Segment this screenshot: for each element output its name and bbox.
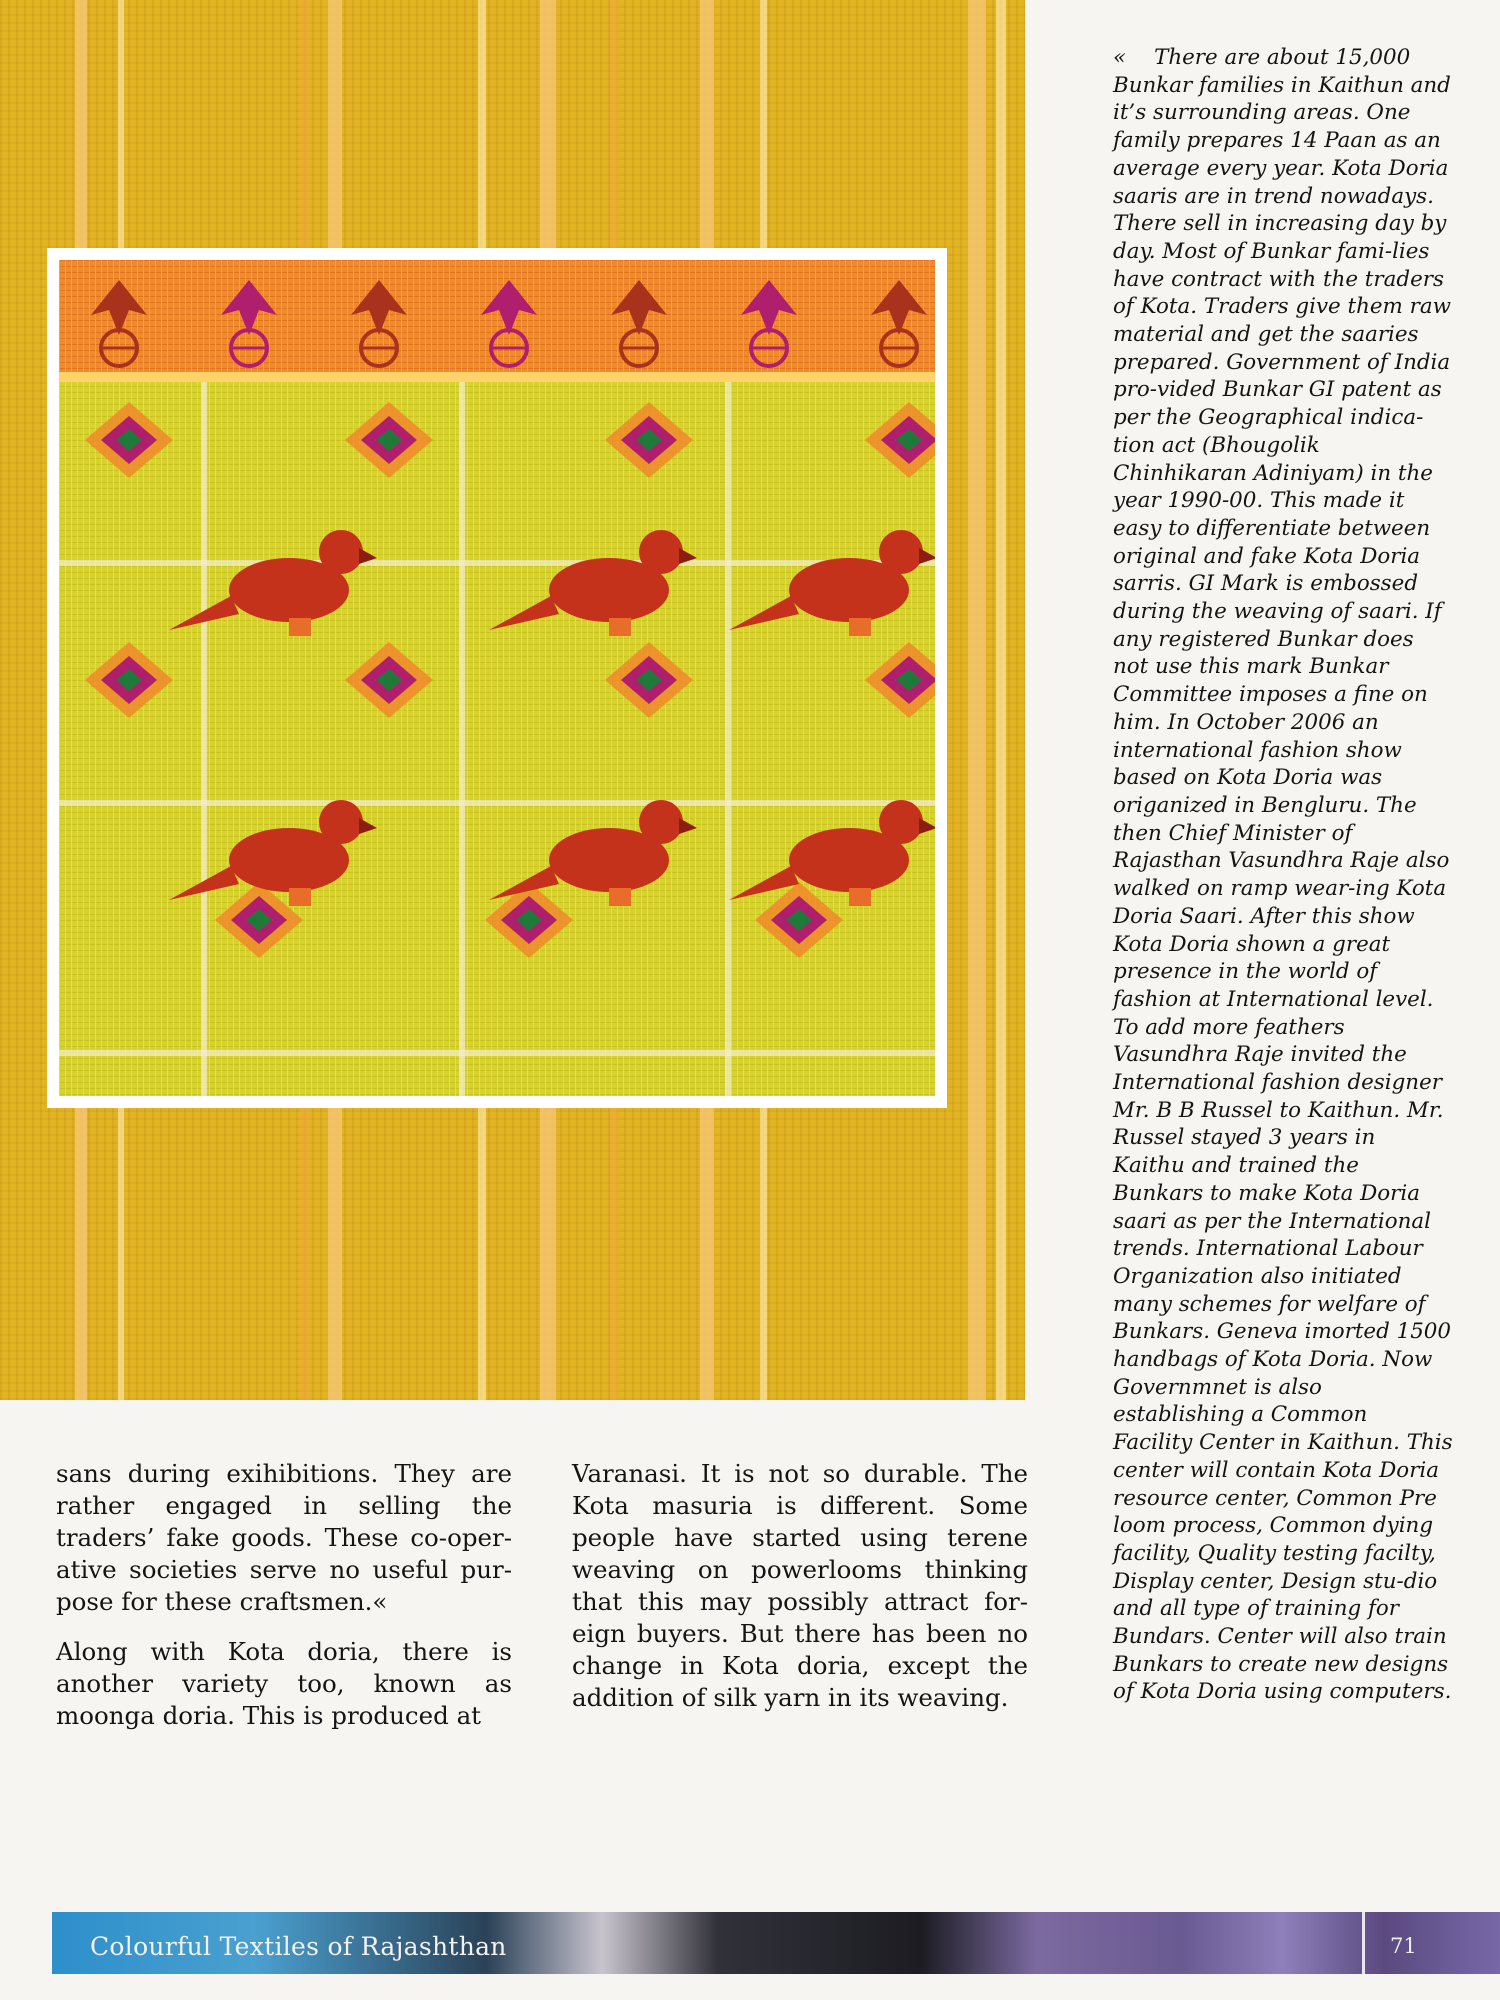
saree-pattern [59, 260, 935, 1096]
weave-grid-line [201, 382, 207, 1096]
page-number: 71 [1390, 1934, 1417, 1958]
weave-grid-line [459, 382, 465, 1096]
publication-title: Colourful Textiles of Rajashthan [90, 1932, 507, 1961]
weave-grid-line [725, 382, 731, 1096]
weave-grid-line [59, 800, 935, 806]
quote-open-mark: « [1113, 45, 1127, 70]
weave-grid-line [59, 560, 935, 566]
sidebar-quote-text: There are about 15,000 Bunkar families in Kaithun and it’s surrounding areas. One family prepares 14 Paan as an average every year. Kota Doria saaris are in trend nowadays. There sell in increasing day by day. Most of Bunkar fami-lies have contract with the traders of Kota. Traders give them raw material and get the saaries prepared. Government of India pro-vided Bunkar GI patent as per the Geographical indica-tion act (Bhougolik Chinhikaran Adiniyam) in the year 1990-00. This made it easy to differentiate between original and fake Kota Doria sarris. GI Mark is embossed during the weaving of saari. If any registered Bunkar does not use this mark Bunkar Committee imposes a fine on him. In October 2006 an international fashion show based on Kota Doria was origanized in Bengluru. The then Chief Minister of Rajasthan Vasundhra Raje also walked on ramp wear-ing Kota Doria Saari. After this show Kota Doria shown a great presence in the world of fashion at International level. To add more feathers Vasundhra Raje invited the International fashion designer Mr. B B Russel to Kaithun. Mr. Russel stayed 3 years in Kaithu and trained the Bunkars to make Kota Doria saari as per the International trends. International Labour Organization also initiated many schemes for welfare of Bunkars. Geneva imorted 1500 handbags of Kota Doria. Now Governmnet is also establishing a Common Facility Center in Kaithun. This center will contain Kota Doria resource center, Common Pre loom process, Common dying facility, Quality testing facilty, Display center, Design stu-dio and all type of training for Bundars. Center will also train Bunkars to create new designs of Kota Doria using computers. [1113, 45, 1453, 1705]
body-paragraph: Along with Kota doria, there is another variety too, known as moonga doria. This is produced at [56, 1637, 512, 1730]
sidebar-quote [1113, 44, 1453, 1706]
body-paragraph: Varanasi. It is not so durable. The Kota masuria is different. Some people have started using terene weaving on powerlooms thinking that this may possibly attract for-eign buyers. But there has been no change in Kota doria, except the addition of silk yarn in its weaving. [572, 1459, 1028, 1712]
saree-detail-photo [47, 248, 947, 1108]
weave-grid-line [59, 1050, 935, 1056]
body-paragraph: sans during exihibitions. They are rather engaged in selling the traders’ fake goods. These co-oper-ative societies serve no useful pur-pose for these craftsmen.« [56, 1459, 512, 1616]
body-column-middle [572, 1458, 1028, 1732]
body-column-left [56, 1458, 512, 1750]
footer-divider [1362, 1912, 1365, 1974]
page-footer [52, 1912, 1500, 1974]
